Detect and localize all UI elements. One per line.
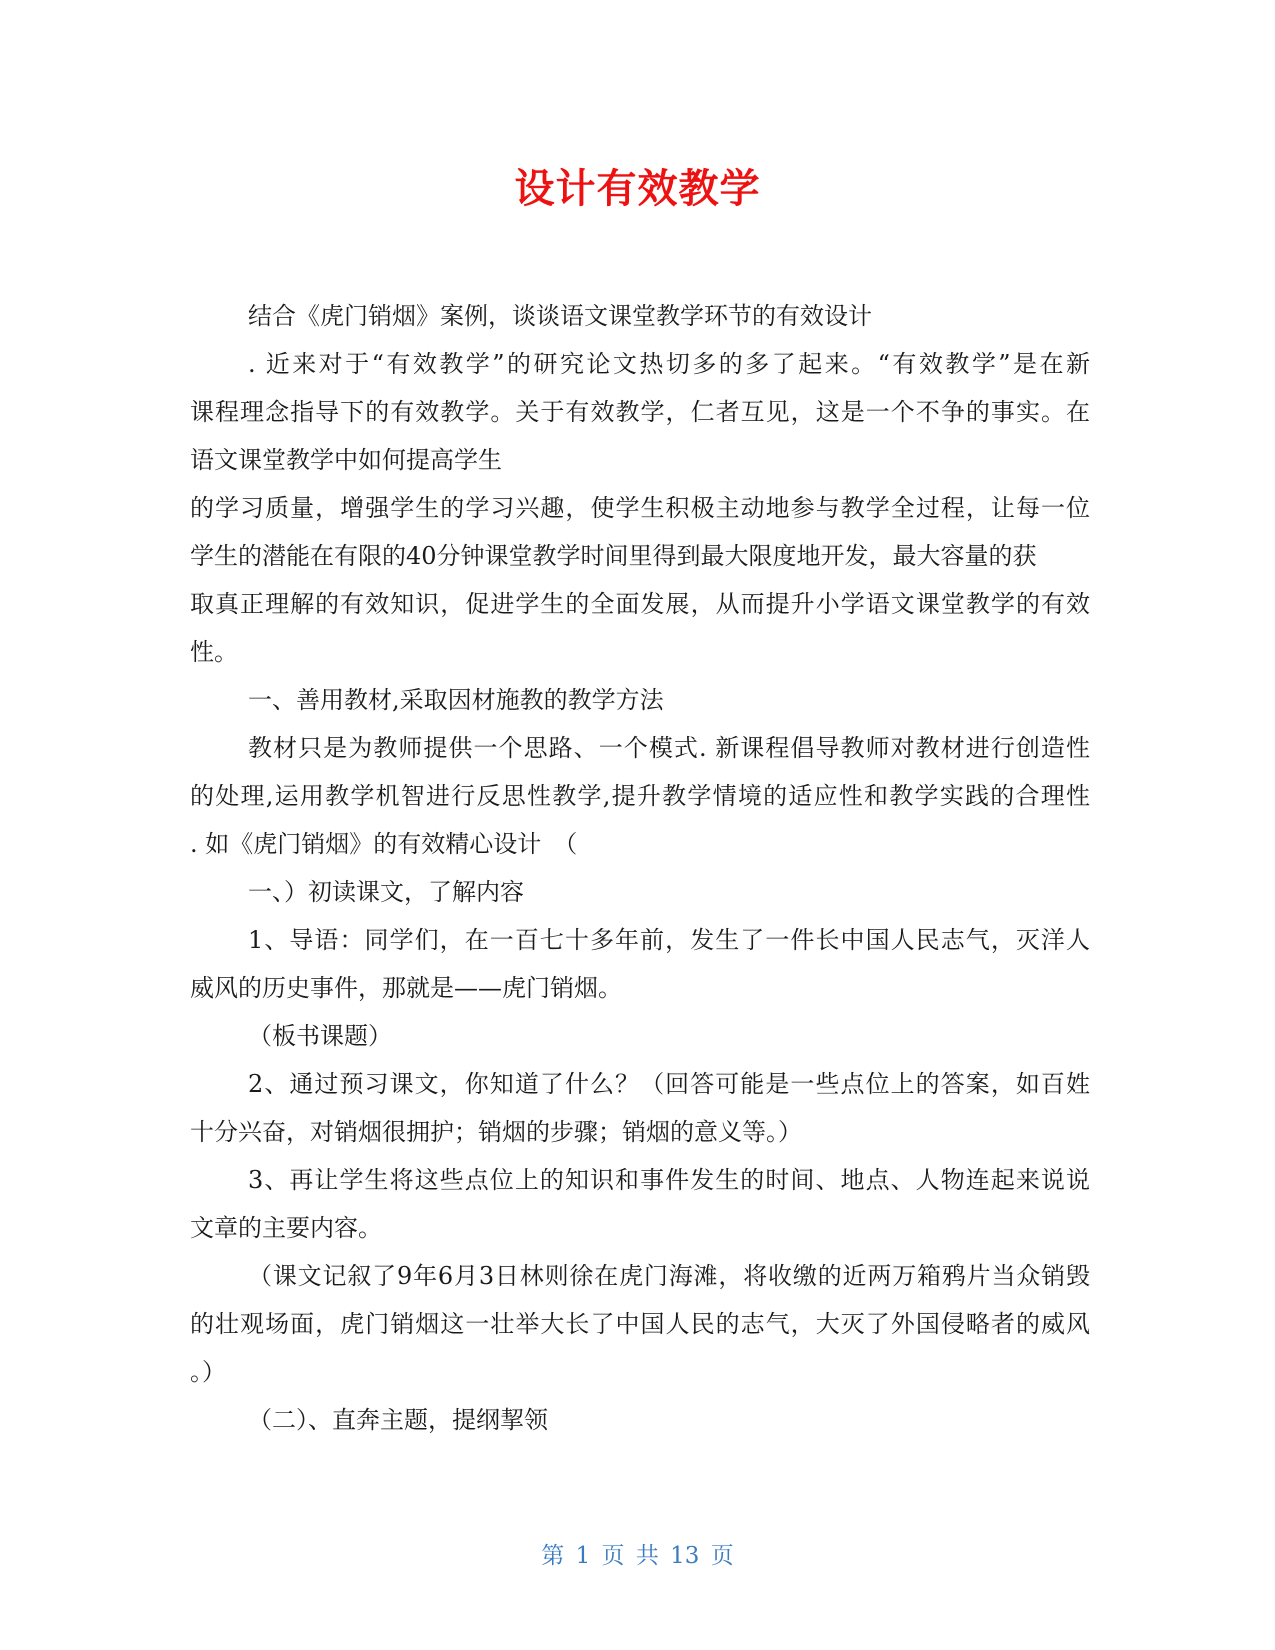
paragraph-line: 。） [190,1358,226,1386]
paragraph-line: （板书课题） [248,1022,392,1050]
document-title: 设计有效教学 [514,166,761,212]
paragraph-line: 性。 [190,638,238,666]
paragraph-line: 2、通过预习课文，你知道了什么？（回答可能是一些点位上的答案，如百姓 [248,1070,1090,1098]
paragraph-line: （课文记叙了9年6月3日林则徐在虎门海滩，将收缴的近两万箱鸦片当众销毁 [248,1262,1090,1290]
section-heading: 一、）初读课文，了解内容 [248,878,524,906]
paragraph-line: 文章的主要内容。 [190,1214,382,1242]
section-heading: （二）、直奔主题，提纲挈领 [248,1406,548,1434]
page-number: 第 1 页 共 13 页 [541,1543,734,1569]
paragraph-line: 取真正理解的有效知识，促进学生的全面发展，从而提升小学语文课堂教学的有效 [190,590,1090,618]
paragraph-line: 的学习质量，增强学生的学习兴趣，使学生积极主动地参与教学全过程，让每一位 [190,494,1090,522]
paragraph-line: 课程理念指导下的有效教学。关于有效教学，仁者互见，这是一个不争的事实。在 [190,398,1090,426]
paragraph-line: 教材只是为教师提供一个思路、一个模式. 新课程倡导教师对教材进行创造性 [248,734,1090,762]
paragraph-line: . 如《虎门销烟》的有效精心设计 （ [190,830,578,858]
paragraph-line: 语文课堂教学中如何提高学生 [190,446,502,474]
paragraph-line: 的壮观场面，虎门销烟这一壮举大长了中国人民的志气，大灭了外国侵略者的威风 [190,1310,1090,1338]
paragraph-line: 3、再让学生将这些点位上的知识和事件发生的时间、地点、人物连起来说说 [248,1166,1090,1194]
document-body [190,292,1090,1444]
paragraph-line: 的处理,运用教学机智进行反思性教学,提升教学情境的适应性和教学实践的合理性 [190,782,1090,810]
paragraph-line: 威风的历史事件，那就是——虎门销烟。 [190,974,622,1002]
section-heading: 一、善用教材,采取因材施教的教学方法 [248,686,664,714]
paragraph-line: 1、导语：同学们，在一百七十多年前，发生了一件长中国人民志气，灭洋人 [248,926,1090,954]
paragraph-line: 十分兴奋，对销烟很拥护；销烟的步骤；销烟的意义等。） [190,1118,802,1146]
paragraph-line: . 近来对于“有效教学”的研究论文热切多的多了起来。“有效教学”是在新 [248,350,1090,378]
paragraph-line: 结合《虎门销烟》案例，谈谈语文课堂教学环节的有效设计 [248,302,872,330]
paragraph-line: 学生的潜能在有限的40分钟课堂教学时间里得到最大限度地开发，最大容量的获 [190,542,1037,570]
